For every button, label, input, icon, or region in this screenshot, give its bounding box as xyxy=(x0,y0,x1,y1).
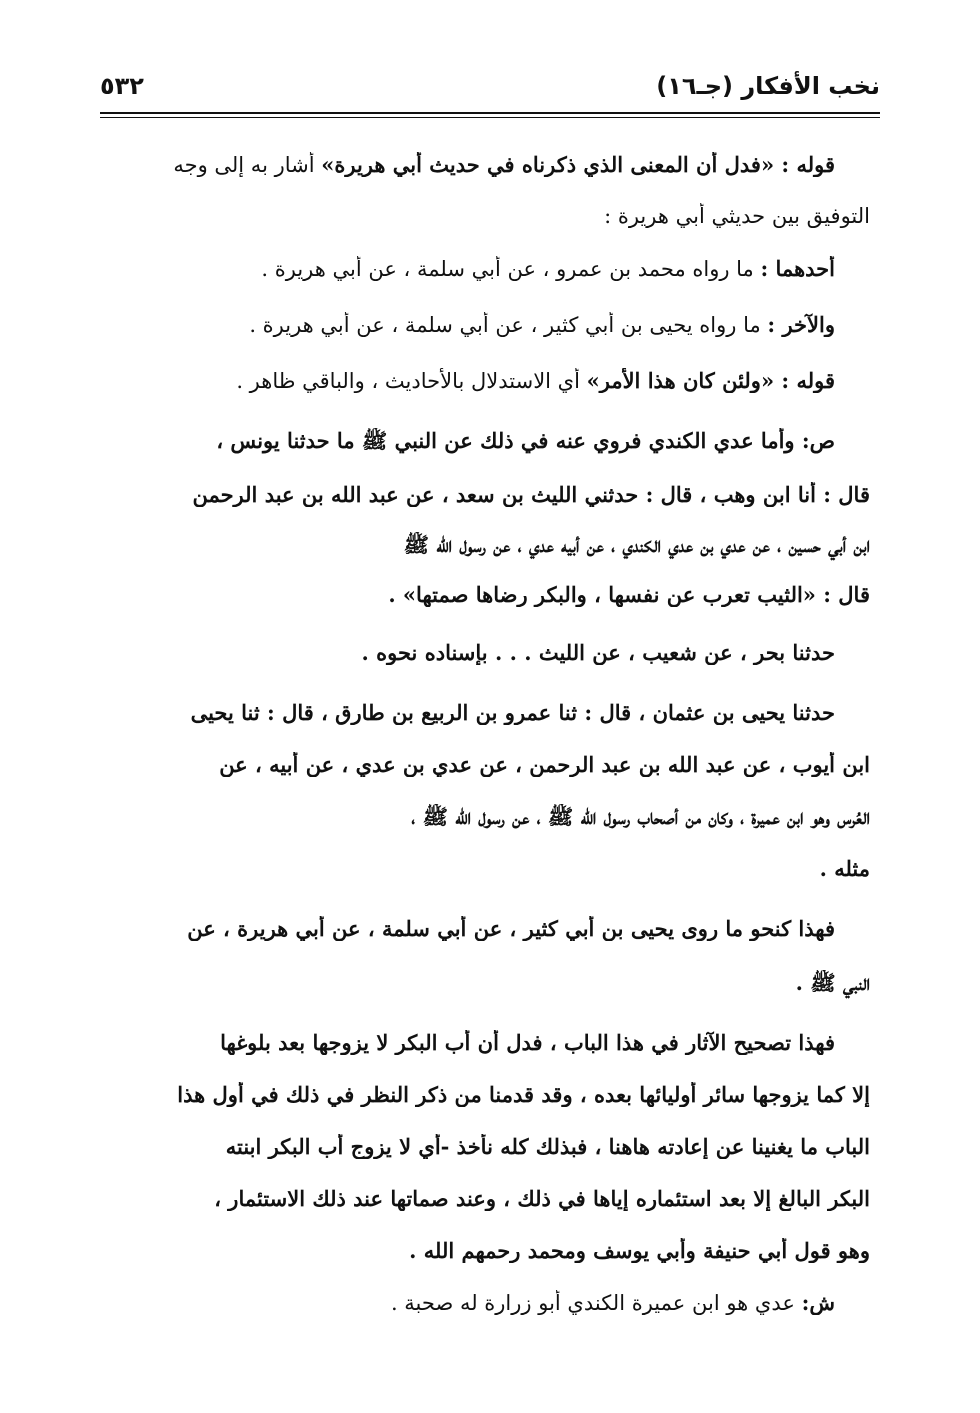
line-bold: البكر البالغ إلا بعد استئماره إياها في ذلك ، وعند صماتها عند ذلك الاستئمار ، xyxy=(214,1186,870,1211)
text-line xyxy=(100,1030,835,1055)
line-bold: قال : أنا ابن وهب ، قال : حدثني الليث بن سعد ، عن عبد الله بن عبد الرحمن xyxy=(192,482,870,507)
line-bold: ص: وأما عدي الكندي فروي عنه في ذلك عن النبي ﷺ ما حدثنا يونس ، xyxy=(216,428,835,453)
text-line xyxy=(100,1134,870,1159)
text-line xyxy=(100,532,870,563)
line-text: أشار به إلى وجه xyxy=(173,153,322,177)
text-line xyxy=(100,640,835,665)
text-line xyxy=(100,970,870,1001)
text-line xyxy=(100,752,870,777)
text-line xyxy=(100,804,870,835)
line-bold: إلا كما يزوجها سائر أوليائها بعده ، وقد قدمنا من ذكر النظر في ذلك في أول هذا xyxy=(177,1082,870,1107)
text-line xyxy=(100,312,835,337)
line-text: ما رواه يحيى بن أبي كثير ، عن أبي سلمة ، عن أبي هريرة . xyxy=(249,313,768,337)
text-line xyxy=(100,1290,835,1315)
line-bold: مثله . xyxy=(819,856,870,881)
text-line xyxy=(100,856,870,881)
text-line xyxy=(100,152,835,177)
text-line xyxy=(100,1186,870,1211)
line-text: ما رواه محمد بن عمرو ، عن أبي سلمة ، عن أبي هريرة . xyxy=(261,257,761,281)
line-bold: قال : «الثيب تعرب عن نفسها ، والبكر رضاها صمتها» . xyxy=(388,582,870,607)
text-line xyxy=(100,428,835,459)
line-bold: قوله : «ولئن كان هذا الأمر» xyxy=(586,368,835,393)
text-line xyxy=(100,1082,870,1107)
line-text: أي الاستدلال بالأحاديث ، والباقي ظاهر . xyxy=(236,369,587,393)
line-bold: والآخر : xyxy=(767,312,835,337)
page-header xyxy=(100,62,880,110)
line-bold: ابن أبي حسين ، عن عدي بن عدي الكندي ، عن أبيه عدي ، عن رسول الله ﷺ xyxy=(403,532,870,557)
text-line xyxy=(100,582,870,607)
line-bold: العُرس وهو ابن عميرة ، وكان من أصحاب رسول الله ﷺ ، عن رسول الله ﷺ ، xyxy=(411,804,870,829)
line-bold: حدثنا بحر ، عن شعيب ، عن الليث . . . بإسناده نحوه . xyxy=(361,640,835,665)
line-bold: قوله : «فدل أن المعنى الذي ذكرناه في حديث أبي هريرة» xyxy=(321,152,835,177)
text-line xyxy=(100,203,870,228)
text-line xyxy=(100,916,835,941)
line-bold: النبي ﷺ . xyxy=(795,970,870,995)
text-line xyxy=(100,700,835,725)
line-text: عدي هو ابن عميرة الكندي أبو زرارة له صحبة . xyxy=(390,1291,802,1315)
line-bold: فهذا كنحو ما روى يحيى بن أبي كثير ، عن أبي سلمة ، عن أبي هريرة ، عن xyxy=(187,916,835,941)
line-bold: فهذا تصحيح الآثار في هذا الباب ، فدل أن أب البكر لا يزوجها بعد بلوغها xyxy=(220,1030,835,1055)
page-number: ٥٣٢ xyxy=(100,72,144,100)
line-bold: حدثنا يحيى بن عثمان ، قال : ثنا عمرو بن الربيع بن طارق ، قال : ثنا يحيى xyxy=(190,700,835,725)
line-bold: وهو قول أبي حنيفة وأبي يوسف ومحمد رحمهم الله . xyxy=(409,1238,870,1263)
line-text: التوفيق بين حديثي أبي هريرة : xyxy=(604,204,870,228)
text-line xyxy=(100,482,870,507)
text-line xyxy=(100,368,835,393)
text-line xyxy=(100,1238,870,1263)
line-bold: ش: xyxy=(801,1290,835,1315)
text-line xyxy=(100,256,835,281)
line-bold: الباب ما يغنينا عن إعادته هاهنا ، فبذلك كله نأخذ -أي لا يزوج أب البكر ابنته xyxy=(225,1134,870,1159)
line-bold: ابن أيوب ، عن عبد الله بن عبد الرحمن ، عن عدي بن عدي ، عن أبيه ، عن xyxy=(219,752,870,777)
header-rule-thin xyxy=(100,117,880,118)
header-rule-thick xyxy=(100,112,880,114)
line-bold: أحدهما : xyxy=(760,256,835,281)
book-title: نخب الأفكار (جـ١٦) xyxy=(656,72,880,100)
